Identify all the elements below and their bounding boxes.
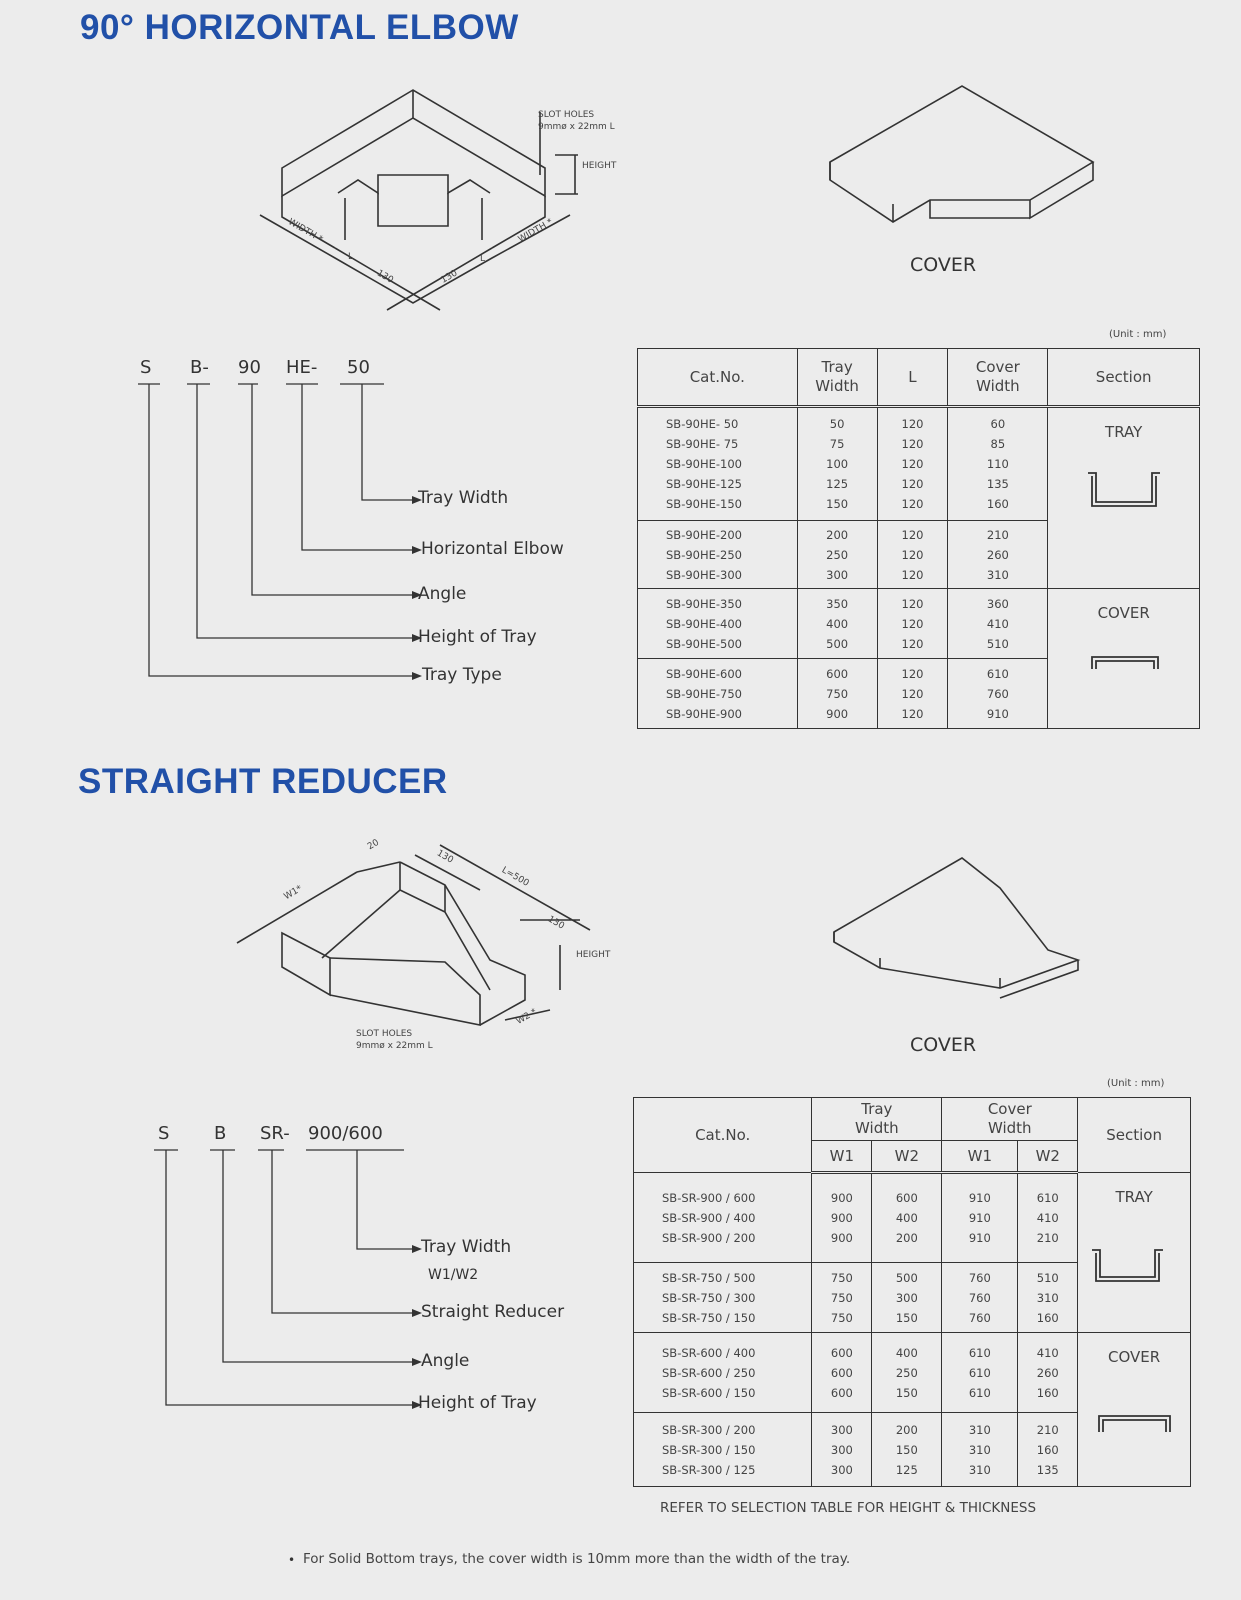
value-cell (812, 1333, 872, 1413)
value-cell (872, 1333, 942, 1413)
table-row-group (634, 1333, 1191, 1413)
legend-label: Tray Type (422, 665, 502, 685)
cell-value: SB-90HE-400 (666, 616, 742, 631)
reducer-title: STRAIGHT REDUCER (78, 762, 448, 801)
cell-value: SB-90HE-200 (666, 527, 742, 542)
cell-value: 200 (895, 1422, 918, 1437)
cell-value: 75 (829, 437, 845, 451)
value-cell (1018, 1263, 1078, 1333)
section-cover-cell (1078, 1333, 1191, 1487)
cell-value: 900 (830, 1191, 853, 1205)
cell-value: 200 (826, 527, 849, 542)
elbow-drawing (260, 90, 578, 310)
cell-value: SB-90HE- 75 (666, 437, 739, 451)
cat-no-cell (634, 1333, 812, 1413)
cell-value: 300 (895, 1290, 918, 1305)
cell-value: 120 (901, 477, 924, 491)
code-part: 50 (347, 357, 370, 378)
code-part: S (158, 1123, 170, 1144)
code-part: 90 (238, 357, 261, 378)
reducer-drawing (237, 845, 590, 1025)
section-tray-cell (1048, 407, 1200, 589)
value-cell (942, 1413, 1018, 1487)
cell-value: 210 (986, 527, 1009, 542)
cell-value: SB-90HE-250 (666, 547, 742, 562)
elbow-code-tree (138, 384, 412, 676)
cat-no-cell (638, 659, 798, 729)
value-cell (872, 1173, 942, 1263)
code-part: B- (190, 357, 209, 378)
reducer-spec-table (633, 1097, 1191, 1487)
cell-value: 85 (990, 437, 1006, 451)
cell-value: 600 (830, 1345, 853, 1360)
cell-value: 400 (826, 616, 849, 631)
value-cell (877, 659, 948, 729)
cell-value: 350 (826, 596, 849, 611)
cell-value: 300 (826, 567, 849, 582)
cell-value: 600 (895, 1191, 918, 1205)
header-tray-width: Tray Width (797, 349, 877, 407)
cell-value: 100 (826, 457, 849, 471)
unit-label: (Unit : mm) (1109, 329, 1167, 340)
cell-value: 260 (986, 547, 1009, 562)
cell-value: 900 (830, 1231, 853, 1245)
header-section: Section (1048, 349, 1200, 407)
cell-value: 260 (1036, 1365, 1059, 1380)
cat-no-cell (638, 521, 798, 589)
cell-value: 410 (1036, 1211, 1059, 1225)
value-cell (872, 1263, 942, 1333)
section-label: COVER (1097, 604, 1150, 622)
cell-value: 135 (986, 477, 1009, 491)
footnote: For Solid Bottom trays, the cover width is 10mm more than the width of the tray. (303, 1551, 851, 1567)
cell-value: 410 (1036, 1345, 1059, 1360)
cell-value: 610 (1036, 1191, 1059, 1205)
cell-value: 120 (901, 457, 924, 471)
header-section: Section (1078, 1098, 1191, 1173)
cell-value: SB-90HE-600 (666, 666, 742, 681)
cell-value: 120 (901, 706, 924, 721)
legend-label: Angle (421, 1351, 470, 1371)
cell-value: 160 (1036, 1442, 1059, 1457)
cell-value: 310 (986, 567, 1009, 582)
value-cell (872, 1413, 942, 1487)
header-tray-w2: W2 (872, 1141, 942, 1173)
cell-value: 900 (830, 1211, 853, 1225)
cell-value: 120 (901, 497, 924, 511)
legend-label: Tray Width (421, 1237, 512, 1257)
cell-value: 910 (968, 1231, 991, 1245)
cell-value: 300 (830, 1462, 853, 1477)
header-cover-w2: W2 (1018, 1141, 1078, 1173)
cell-value: 120 (901, 437, 924, 451)
value-cell (797, 659, 877, 729)
cat-no-cell (634, 1413, 812, 1487)
cell-value: 910 (968, 1191, 991, 1205)
value-cell (1018, 1173, 1078, 1263)
cell-value: 160 (986, 497, 1009, 511)
cell-value: 120 (901, 547, 924, 562)
cell-value: SB-SR-600 / 150 (662, 1385, 756, 1400)
reducer-l-label: L=500 (499, 865, 531, 889)
cell-value: SB-SR-600 / 250 (662, 1365, 756, 1380)
section-label: COVER (1108, 1348, 1161, 1366)
value-cell (948, 521, 1048, 589)
elbow-width-right-label: WIDTH * (516, 217, 555, 245)
cell-value: SB-90HE-350 (666, 596, 742, 611)
cell-value: 120 (901, 616, 924, 631)
cell-value: 760 (968, 1270, 991, 1285)
cell-value: 610 (986, 666, 1009, 681)
cell-value: 410 (986, 616, 1009, 631)
cell-value: SB-90HE-150 (666, 497, 742, 511)
cell-value: 120 (901, 527, 924, 542)
elbow-l-right-label: L (480, 254, 486, 264)
cell-value: 760 (986, 686, 1009, 701)
bullet-icon: • (288, 1553, 296, 1567)
cell-value: 120 (901, 417, 924, 431)
cell-value: 510 (1036, 1270, 1059, 1285)
cell-value: 750 (830, 1270, 853, 1285)
section-label: TRAY (1105, 423, 1143, 441)
section-cover-cell (1048, 589, 1200, 729)
cell-value: 310 (968, 1442, 991, 1457)
value-cell (948, 407, 1048, 521)
value-cell (1018, 1333, 1078, 1413)
reducer-w2-label: W2 * (514, 1007, 539, 1027)
refer-note: REFER TO SELECTION TABLE FOR HEIGHT & THICKNESS (660, 1500, 1037, 1516)
code-part: 900/600 (308, 1123, 383, 1144)
cell-value: 60 (990, 417, 1006, 431)
cell-value: 750 (826, 686, 849, 701)
elbow-height-label: HEIGHT (582, 161, 617, 171)
header-cat-no: Cat.No. (634, 1098, 812, 1173)
cell-value: SB-SR-750 / 300 (662, 1290, 756, 1305)
legend-label: Straight Reducer (421, 1302, 565, 1322)
cell-value: 310 (1036, 1290, 1059, 1305)
cell-value: 200 (895, 1231, 918, 1245)
cell-value: 150 (895, 1310, 918, 1325)
header-cover-w1: W1 (942, 1141, 1018, 1173)
legend-sublabel: W1/W2 (428, 1267, 479, 1283)
table-row-group (634, 1173, 1191, 1263)
value-cell (942, 1263, 1018, 1333)
cell-value: 135 (1036, 1462, 1059, 1477)
cell-value: 400 (895, 1345, 918, 1360)
elbow-slot-holes-label: SLOT HOLES (538, 110, 595, 120)
cell-value: 120 (901, 567, 924, 582)
cell-value: 120 (901, 596, 924, 611)
cell-value: SB-SR-750 / 500 (662, 1270, 756, 1285)
cell-value: 600 (830, 1365, 853, 1380)
cat-no-cell (638, 589, 798, 659)
reducer-code-tree (154, 1150, 412, 1405)
value-cell (797, 407, 877, 521)
header-cover-width: Cover Width (948, 349, 1048, 407)
cell-value: 600 (826, 666, 849, 681)
cell-value: 910 (986, 706, 1009, 721)
code-part: HE- (286, 357, 318, 378)
cell-value: 500 (826, 636, 849, 651)
cell-value: 750 (830, 1310, 853, 1325)
legend-label: Height of Tray (418, 627, 537, 647)
cell-value: 510 (986, 636, 1009, 651)
cell-value: 360 (986, 596, 1009, 611)
cell-value: 400 (895, 1211, 918, 1225)
cell-value: SB-90HE-500 (666, 636, 742, 651)
cell-value: 610 (968, 1345, 991, 1360)
reducer-w1-label: W1* (282, 883, 305, 903)
section-tray-cell (1078, 1173, 1191, 1333)
value-cell (942, 1173, 1018, 1263)
cell-value: 120 (901, 686, 924, 701)
reducer-cover-label: COVER (910, 1034, 977, 1056)
cell-value: 300 (830, 1422, 853, 1437)
cell-value: 250 (895, 1365, 918, 1380)
cell-value: SB-90HE- 50 (666, 417, 739, 431)
cell-value: SB-90HE-900 (666, 706, 742, 721)
cell-value: 760 (968, 1290, 991, 1305)
cell-value: 250 (826, 547, 849, 562)
reducer-height-label: HEIGHT (576, 950, 611, 960)
reducer-slot-spec-label: 9mmø x 22mm L (356, 1041, 433, 1051)
cat-no-cell (634, 1173, 812, 1263)
cell-value: SB-90HE-125 (666, 477, 742, 491)
cell-value: SB-SR-900 / 400 (662, 1210, 756, 1225)
reducer-130b-label: 130 (545, 914, 566, 932)
cell-value: 900 (826, 706, 849, 721)
cell-value: 120 (901, 636, 924, 651)
header-tray-width: Tray Width (812, 1098, 942, 1141)
cell-value: 160 (1036, 1385, 1059, 1400)
section-label: TRAY (1115, 1188, 1153, 1206)
cell-value: SB-SR-750 / 150 (662, 1310, 756, 1325)
cell-value: 50 (829, 417, 845, 431)
code-part: S (140, 357, 152, 378)
reducer-cover-drawing (834, 858, 1078, 998)
elbow-slot-spec-label: 9mmø x 22mm L (538, 122, 615, 132)
cell-value: 310 (968, 1422, 991, 1437)
cell-value: 750 (830, 1290, 853, 1305)
reducer-20-label: 20 (366, 837, 381, 853)
cell-value: 300 (830, 1442, 853, 1457)
cell-value: 210 (1036, 1231, 1059, 1245)
cell-value: 110 (986, 457, 1009, 471)
table-row-group (638, 407, 1200, 521)
cell-value: 125 (895, 1462, 918, 1477)
value-cell (948, 659, 1048, 729)
reducer-slot-holes-label: SLOT HOLES (356, 1029, 413, 1039)
elbow-130a-label: 130 (374, 268, 395, 286)
cell-value: SB-SR-300 / 150 (662, 1442, 756, 1457)
value-cell (797, 521, 877, 589)
legend-label: Angle (418, 584, 467, 604)
value-cell (877, 521, 948, 589)
cell-value: SB-90HE-750 (666, 686, 742, 701)
code-part: B (214, 1123, 227, 1144)
value-cell (877, 407, 948, 521)
elbow-130b-label: 130 (439, 268, 460, 286)
value-cell (812, 1413, 872, 1487)
elbow-width-left-label: WIDTH * (286, 217, 325, 245)
legend-label: Horizontal Elbow (421, 539, 564, 559)
cell-value: SB-90HE-300 (666, 567, 742, 582)
elbow-cover-drawing (830, 86, 1093, 222)
cell-value: 160 (1036, 1310, 1059, 1325)
cell-value: 125 (826, 477, 849, 491)
value-cell (1018, 1413, 1078, 1487)
cell-value: 610 (968, 1365, 991, 1380)
value-cell (812, 1263, 872, 1333)
elbow-spec-table (637, 348, 1200, 729)
cell-value: SB-SR-900 / 200 (662, 1230, 756, 1245)
cat-no-cell (638, 407, 798, 521)
value-cell (797, 589, 877, 659)
cell-value: SB-SR-600 / 400 (662, 1345, 756, 1360)
cat-no-cell (634, 1263, 812, 1333)
reducer-130a-label: 130 (434, 848, 455, 866)
elbow-cover-label: COVER (910, 254, 977, 276)
cell-value: SB-SR-300 / 200 (662, 1422, 756, 1437)
cell-value: 210 (1036, 1422, 1059, 1437)
value-cell (877, 589, 948, 659)
header-tray-w1: W1 (812, 1141, 872, 1173)
elbow-title: 90° HORIZONTAL ELBOW (80, 8, 519, 47)
cell-value: 150 (895, 1442, 918, 1457)
code-part: SR- (260, 1123, 290, 1144)
table-row-group (638, 589, 1200, 659)
header-cover-width: Cover Width (942, 1098, 1078, 1141)
legend-label: Height of Tray (418, 1393, 537, 1413)
legend-label: Tray Width (418, 488, 509, 508)
cell-value: 610 (968, 1385, 991, 1400)
cell-value: 760 (968, 1310, 991, 1325)
cell-value: 600 (830, 1385, 853, 1400)
header-l: L (877, 349, 948, 407)
value-cell (942, 1333, 1018, 1413)
elbow-l-left-label: L (348, 252, 354, 262)
cell-value: 310 (968, 1462, 991, 1477)
cell-value: 150 (895, 1385, 918, 1400)
cell-value: SB-SR-300 / 125 (662, 1462, 756, 1477)
cell-value: 150 (826, 497, 849, 511)
value-cell (812, 1173, 872, 1263)
unit-label: (Unit : mm) (1107, 1078, 1165, 1089)
cell-value: SB-90HE-100 (666, 457, 742, 471)
header-cat-no: Cat.No. (638, 349, 798, 407)
cell-value: 500 (895, 1270, 918, 1285)
value-cell (948, 589, 1048, 659)
cell-value: 120 (901, 666, 924, 681)
cell-value: 910 (968, 1211, 991, 1225)
cell-value: SB-SR-900 / 600 (662, 1190, 756, 1205)
